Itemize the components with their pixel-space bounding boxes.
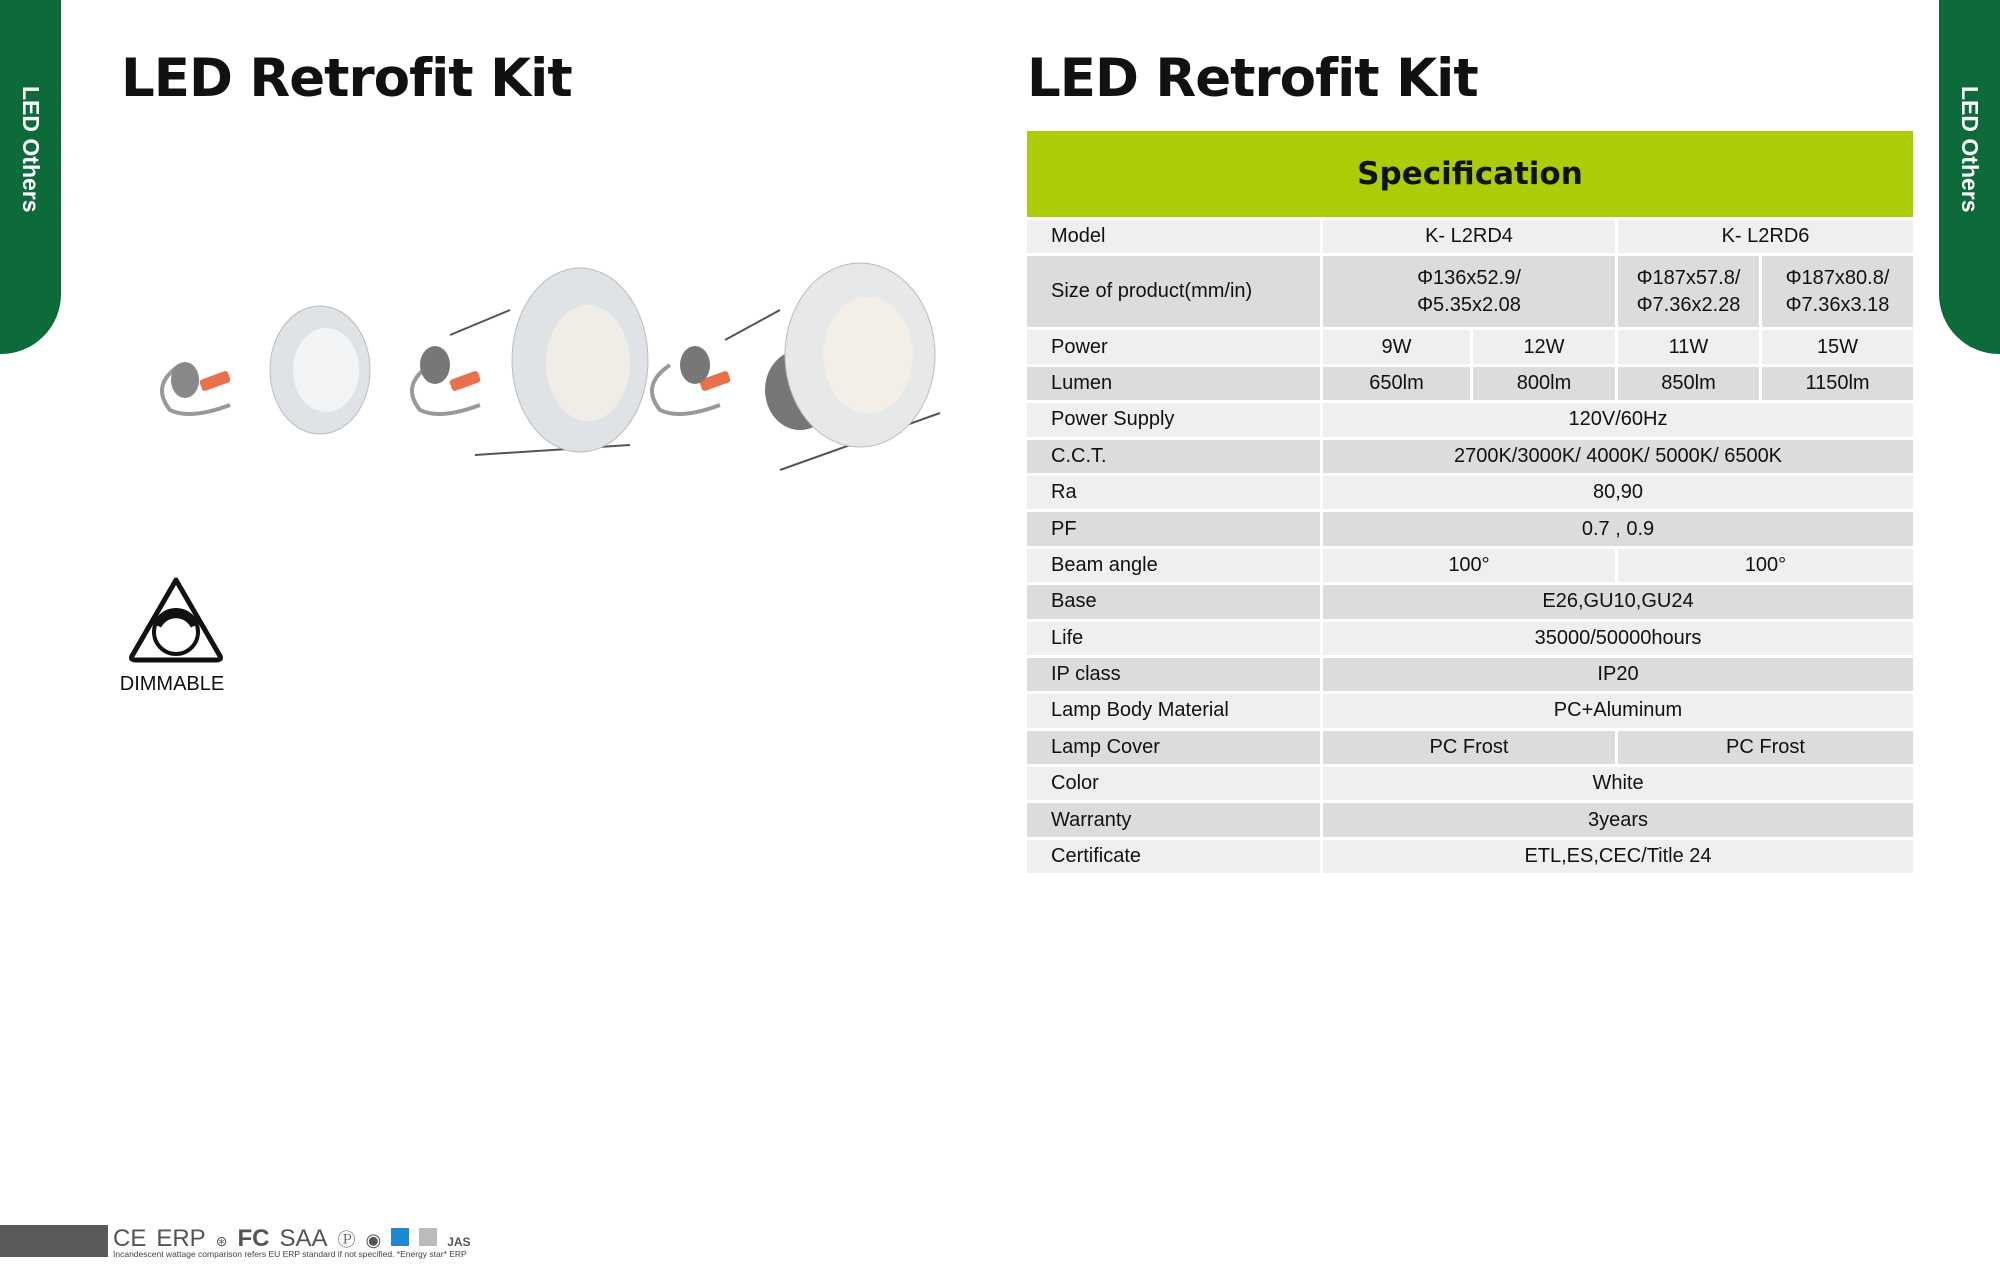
spec-value: 2700K/3000K/ 4000K/ 5000K/ 6500K — [1323, 440, 1913, 476]
spec-value: 800lm — [1473, 367, 1618, 403]
spec-row — [1027, 840, 1913, 876]
spec-label: Lamp Body Material — [1027, 694, 1323, 730]
spec-row — [1027, 658, 1913, 694]
dimmable-label: DIMMABLE — [119, 673, 225, 695]
spec-value: PC Frost — [1618, 731, 1913, 767]
spec-value: IP20 — [1323, 658, 1913, 694]
spec-value: 0.7 , 0.9 — [1323, 512, 1913, 548]
spec-row — [1027, 694, 1913, 730]
cert-bar-block — [0, 1225, 108, 1257]
spec-label: Color — [1027, 767, 1323, 803]
spec-value: 9W — [1323, 330, 1473, 366]
erp-logo: ERP — [156, 1225, 206, 1252]
retrofit-kit-4in — [162, 306, 370, 434]
spec-label: Life — [1027, 622, 1323, 658]
spec-row — [1027, 767, 1913, 803]
spec-value: 35000/50000hours — [1323, 622, 1913, 658]
spec-label: IP class — [1027, 658, 1323, 694]
dimmable-icon — [126, 574, 226, 664]
spec-row — [1027, 256, 1913, 330]
spec-value: White — [1323, 767, 1913, 803]
side-tab-label: LED Others — [18, 86, 44, 213]
spec-value: 1150lm — [1762, 367, 1913, 403]
spec-value: ETL,ES,CEC/Title 24 — [1323, 840, 1913, 876]
spec-row — [1027, 330, 1913, 366]
fcc-logo: FC — [237, 1225, 270, 1252]
spec-value: K- L2RD6 — [1618, 220, 1913, 256]
retrofit-kit-6in — [652, 263, 940, 470]
spec-value: 15W — [1762, 330, 1913, 366]
saa-logo: SAA — [279, 1225, 328, 1252]
spec-label: Lamp Cover — [1027, 731, 1323, 767]
spec-label: Warranty — [1027, 803, 1323, 839]
left-page-title: LED Retrofit Kit — [121, 48, 572, 109]
spec-label: PF — [1027, 512, 1323, 548]
spec-label: Beam angle — [1027, 549, 1323, 585]
side-tab-left — [0, 0, 61, 354]
etl-icon: ⊛ — [215, 1233, 228, 1249]
spec-row — [1027, 220, 1913, 256]
spec-value: Φ136x52.9/ Φ5.35x2.08 — [1323, 256, 1618, 330]
spec-value: PC Frost — [1323, 731, 1618, 767]
cert-note: Incandescent wattage comparison refers EU ERP standard if not specified. *Energy star* ERP — [113, 1249, 467, 1259]
ce-logo: CE — [113, 1225, 147, 1252]
rohs-icon: ◉ — [365, 1230, 382, 1250]
spec-row — [1027, 731, 1913, 767]
spec-row — [1027, 476, 1913, 512]
spec-value: Φ187x80.8/ Φ7.36x3.18 — [1762, 256, 1913, 330]
product-images — [140, 255, 960, 485]
spec-row — [1027, 585, 1913, 621]
spec-row — [1027, 440, 1913, 476]
spec-label: Ra — [1027, 476, 1323, 512]
spec-label: Certificate — [1027, 840, 1323, 876]
spec-label: C.C.T. — [1027, 440, 1323, 476]
spec-value: PC+Aluminum — [1323, 694, 1913, 730]
spec-label: Model — [1027, 220, 1323, 256]
spec-label: Base — [1027, 585, 1323, 621]
retrofit-kit-5in — [412, 268, 648, 455]
right-page-title: LED Retrofit Kit — [1027, 48, 1478, 109]
spec-row — [1027, 403, 1913, 439]
spec-label: Lumen — [1027, 367, 1323, 403]
spec-row — [1027, 512, 1913, 548]
spec-value: K- L2RD4 — [1323, 220, 1618, 256]
pse-icon: Ⓟ — [337, 1230, 356, 1250]
spec-value: E26,GU10,GU24 — [1323, 585, 1913, 621]
spec-row — [1027, 622, 1913, 658]
certification-bar — [0, 1225, 481, 1257]
spec-row — [1027, 803, 1913, 839]
energy-star-icon — [391, 1228, 409, 1246]
spec-header: Specification — [1027, 131, 1913, 217]
spec-row — [1027, 549, 1913, 585]
spec-value: 850lm — [1618, 367, 1762, 403]
spec-value: 100° — [1323, 549, 1618, 585]
specification-table — [1027, 131, 1913, 876]
spec-value: 12W — [1473, 330, 1618, 366]
spec-value: Φ187x57.8/ Φ7.36x2.28 — [1618, 256, 1762, 330]
spec-row — [1027, 367, 1913, 403]
spec-value: 80,90 — [1323, 476, 1913, 512]
spec-value: 100° — [1618, 549, 1913, 585]
spec-value: 120V/60Hz — [1323, 403, 1913, 439]
title24-icon — [419, 1228, 437, 1246]
spec-label: Size of product(mm/in) — [1027, 256, 1323, 330]
dimmable-badge — [119, 574, 226, 696]
side-tab-right — [1939, 0, 2000, 354]
spec-value: 650lm — [1323, 367, 1473, 403]
spec-label: Power — [1027, 330, 1323, 366]
spec-value: 11W — [1618, 330, 1762, 366]
jas-icon: JAS — [447, 1235, 471, 1249]
spec-label: Power Supply — [1027, 403, 1323, 439]
spec-value: 3years — [1323, 803, 1913, 839]
side-tab-label: LED Others — [1957, 86, 1983, 213]
